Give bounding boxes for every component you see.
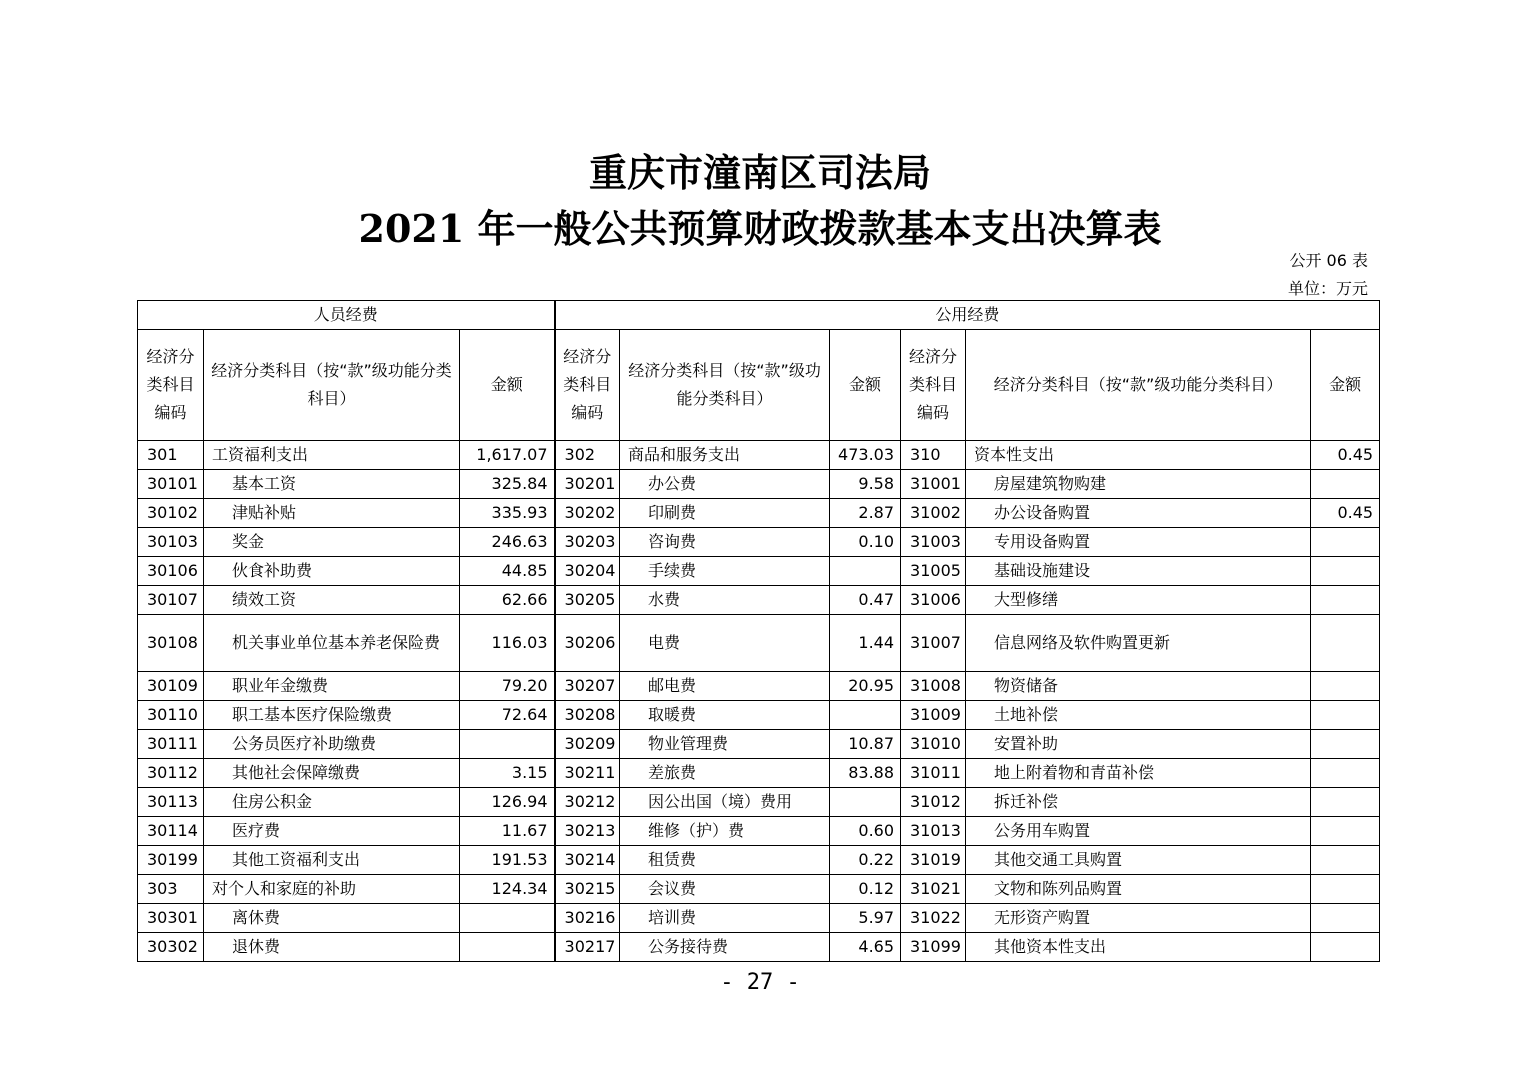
amount-cell [1311, 875, 1380, 904]
name-cell: 土地补偿 [966, 701, 1311, 730]
amount-cell: 0.12 [830, 875, 901, 904]
page-number: - 27 - [720, 970, 800, 995]
name-cell: 其他社会保障缴费 [204, 759, 460, 788]
amount-cell [1311, 817, 1380, 846]
amount-cell [1311, 846, 1380, 875]
name-cell: 职工基本医疗保险缴费 [204, 701, 460, 730]
code-cell: 31013 [901, 817, 966, 846]
name-cell: 奖金 [204, 528, 460, 557]
form-number: 公开 06 表 [1289, 251, 1368, 270]
name-cell: 其他工资福利支出 [204, 846, 460, 875]
code-cell: 30208 [555, 701, 620, 730]
code-cell: 31001 [901, 470, 966, 499]
code-cell: 30203 [555, 528, 620, 557]
expenditure-table [137, 300, 1380, 962]
name-cell: 差旅费 [620, 759, 830, 788]
name-cell: 大型修缮 [966, 586, 1311, 615]
code-cell: 30211 [555, 759, 620, 788]
table-row [138, 615, 1380, 672]
group-header-personnel: 人员经费 [138, 301, 555, 330]
amount-cell: 5.97 [830, 904, 901, 933]
name-cell: 商品和服务支出 [620, 441, 830, 470]
name-cell: 电费 [620, 615, 830, 672]
table-row [138, 672, 1380, 701]
amount-cell: 44.85 [460, 557, 555, 586]
table-row [138, 933, 1380, 962]
table-row [138, 441, 1380, 470]
name-cell: 其他资本性支出 [966, 933, 1311, 962]
col-header-amount: 金额 [830, 330, 901, 441]
code-cell: 31005 [901, 557, 966, 586]
name-cell: 伙食补助费 [204, 557, 460, 586]
amount-cell [830, 557, 901, 586]
code-cell: 30302 [138, 933, 204, 962]
amount-cell [1311, 904, 1380, 933]
name-cell: 绩效工资 [204, 586, 460, 615]
name-cell: 信息网络及软件购置更新 [966, 615, 1311, 672]
group-header-public: 公用经费 [555, 301, 1380, 330]
table-row [138, 788, 1380, 817]
name-cell: 文物和陈列品购置 [966, 875, 1311, 904]
col-header-code: 经济分类科目编码 [901, 330, 966, 441]
amount-cell: 325.84 [460, 470, 555, 499]
code-cell: 30216 [555, 904, 620, 933]
col-header-name: 经济分类科目（按“款”级功能分类科目） [204, 330, 460, 441]
code-cell: 30111 [138, 730, 204, 759]
amount-cell: 1,617.07 [460, 441, 555, 470]
amount-cell [830, 788, 901, 817]
amount-cell: 72.64 [460, 701, 555, 730]
amount-cell [1311, 933, 1380, 962]
name-cell: 基础设施建设 [966, 557, 1311, 586]
col-header-amount: 金额 [460, 330, 555, 441]
code-cell: 30206 [555, 615, 620, 672]
code-cell: 30215 [555, 875, 620, 904]
name-cell: 其他交通工具购置 [966, 846, 1311, 875]
amount-cell [460, 933, 555, 962]
name-cell: 拆迁补偿 [966, 788, 1311, 817]
name-cell: 物资储备 [966, 672, 1311, 701]
code-cell: 30101 [138, 470, 204, 499]
code-cell: 30207 [555, 672, 620, 701]
amount-cell: 0.47 [830, 586, 901, 615]
code-cell: 30209 [555, 730, 620, 759]
table-row [138, 730, 1380, 759]
table-row [138, 586, 1380, 615]
name-cell: 公务员医疗补助缴费 [204, 730, 460, 759]
code-cell: 30107 [138, 586, 204, 615]
amount-cell: 0.45 [1311, 499, 1380, 528]
amount-cell [1311, 470, 1380, 499]
name-cell: 手续费 [620, 557, 830, 586]
code-cell: 30103 [138, 528, 204, 557]
amount-cell [460, 730, 555, 759]
name-cell: 会议费 [620, 875, 830, 904]
name-cell: 取暖费 [620, 701, 830, 730]
col-header-code: 经济分类科目编码 [555, 330, 620, 441]
title-line-2: 2021 年一般公共预算财政拨款基本支出决算表 [358, 206, 1162, 251]
code-cell: 30217 [555, 933, 620, 962]
amount-cell: 0.10 [830, 528, 901, 557]
table-row [138, 557, 1380, 586]
name-cell: 办公费 [620, 470, 830, 499]
col-header-code: 经济分类科目编码 [138, 330, 204, 441]
amount-cell: 83.88 [830, 759, 901, 788]
code-cell: 31009 [901, 701, 966, 730]
name-cell: 公务接待费 [620, 933, 830, 962]
code-cell: 31099 [901, 933, 966, 962]
amount-cell: 10.87 [830, 730, 901, 759]
amount-cell: 335.93 [460, 499, 555, 528]
table-row [138, 499, 1380, 528]
name-cell: 对个人和家庭的补助 [204, 875, 460, 904]
amount-cell: 473.03 [830, 441, 901, 470]
amount-cell: 116.03 [460, 615, 555, 672]
amount-cell: 0.60 [830, 817, 901, 846]
name-cell: 医疗费 [204, 817, 460, 846]
amount-cell [1311, 672, 1380, 701]
name-cell: 安置补助 [966, 730, 1311, 759]
amount-cell: 79.20 [460, 672, 555, 701]
name-cell: 地上附着物和青苗补偿 [966, 759, 1311, 788]
amount-cell: 0.45 [1311, 441, 1380, 470]
code-cell: 31007 [901, 615, 966, 672]
amount-cell [1311, 615, 1380, 672]
amount-cell: 191.53 [460, 846, 555, 875]
col-header-name: 经济分类科目（按“款”级功能分类科目） [966, 330, 1311, 441]
code-cell: 30201 [555, 470, 620, 499]
code-cell: 30108 [138, 615, 204, 672]
amount-cell: 2.87 [830, 499, 901, 528]
table-row [138, 759, 1380, 788]
code-cell: 301 [138, 441, 204, 470]
table-row [138, 470, 1380, 499]
col-header-amount: 金额 [1311, 330, 1380, 441]
table-row [138, 846, 1380, 875]
name-cell: 房屋建筑物购建 [966, 470, 1311, 499]
code-cell: 31003 [901, 528, 966, 557]
amount-cell [1311, 759, 1380, 788]
col-header-name: 经济分类科目（按“款”级功能分类科目） [620, 330, 830, 441]
code-cell: 31021 [901, 875, 966, 904]
amount-cell [1311, 788, 1380, 817]
code-cell: 30205 [555, 586, 620, 615]
code-cell: 30213 [555, 817, 620, 846]
name-cell: 工资福利支出 [204, 441, 460, 470]
amount-cell: 3.15 [460, 759, 555, 788]
name-cell: 离休费 [204, 904, 460, 933]
amount-cell: 62.66 [460, 586, 555, 615]
code-cell: 302 [555, 441, 620, 470]
amount-cell: 126.94 [460, 788, 555, 817]
amount-cell: 246.63 [460, 528, 555, 557]
name-cell: 住房公积金 [204, 788, 460, 817]
name-cell: 维修（护）费 [620, 817, 830, 846]
name-cell: 印刷费 [620, 499, 830, 528]
amount-cell [1311, 557, 1380, 586]
name-cell: 咨询费 [620, 528, 830, 557]
name-cell: 机关事业单位基本养老保险费 [204, 615, 460, 672]
amount-cell [1311, 528, 1380, 557]
name-cell: 培训费 [620, 904, 830, 933]
amount-cell [460, 904, 555, 933]
amount-cell [1311, 701, 1380, 730]
name-cell: 水费 [620, 586, 830, 615]
code-cell: 31012 [901, 788, 966, 817]
code-cell: 30214 [555, 846, 620, 875]
table-row [138, 701, 1380, 730]
name-cell: 基本工资 [204, 470, 460, 499]
amount-cell: 0.22 [830, 846, 901, 875]
code-cell: 30212 [555, 788, 620, 817]
code-cell: 30112 [138, 759, 204, 788]
amount-cell: 1.44 [830, 615, 901, 672]
name-cell: 职业年金缴费 [204, 672, 460, 701]
code-cell: 30106 [138, 557, 204, 586]
code-cell: 31022 [901, 904, 966, 933]
amount-cell [1311, 730, 1380, 759]
amount-cell: 11.67 [460, 817, 555, 846]
amount-cell: 9.58 [830, 470, 901, 499]
code-cell: 303 [138, 875, 204, 904]
name-cell: 专用设备购置 [966, 528, 1311, 557]
name-cell: 物业管理费 [620, 730, 830, 759]
amount-cell [830, 701, 901, 730]
name-cell: 资本性支出 [966, 441, 1311, 470]
code-cell: 31002 [901, 499, 966, 528]
table-row [138, 904, 1380, 933]
name-cell: 因公出国（境）费用 [620, 788, 830, 817]
code-cell: 30199 [138, 846, 204, 875]
table-row [138, 817, 1380, 846]
code-cell: 30202 [555, 499, 620, 528]
amount-cell [1311, 586, 1380, 615]
name-cell: 津贴补贴 [204, 499, 460, 528]
name-cell: 无形资产购置 [966, 904, 1311, 933]
name-cell: 公务用车购置 [966, 817, 1311, 846]
code-cell: 30110 [138, 701, 204, 730]
table-row [138, 528, 1380, 557]
amount-cell: 20.95 [830, 672, 901, 701]
code-cell: 30301 [138, 904, 204, 933]
code-cell: 31019 [901, 846, 966, 875]
amount-cell: 4.65 [830, 933, 901, 962]
code-cell: 31011 [901, 759, 966, 788]
code-cell: 30102 [138, 499, 204, 528]
code-cell: 31006 [901, 586, 966, 615]
code-cell: 30114 [138, 817, 204, 846]
amount-cell: 124.34 [460, 875, 555, 904]
code-cell: 31010 [901, 730, 966, 759]
name-cell: 邮电费 [620, 672, 830, 701]
code-cell: 31008 [901, 672, 966, 701]
title-line-1: 重庆市潼南区司法局 [588, 150, 931, 195]
name-cell: 办公设备购置 [966, 499, 1311, 528]
code-cell: 30113 [138, 788, 204, 817]
code-cell: 310 [901, 441, 966, 470]
unit-label: 单位：万元 [1287, 279, 1368, 298]
code-cell: 30204 [555, 557, 620, 586]
table-row [138, 875, 1380, 904]
name-cell: 退休费 [204, 933, 460, 962]
code-cell: 30109 [138, 672, 204, 701]
name-cell: 租赁费 [620, 846, 830, 875]
